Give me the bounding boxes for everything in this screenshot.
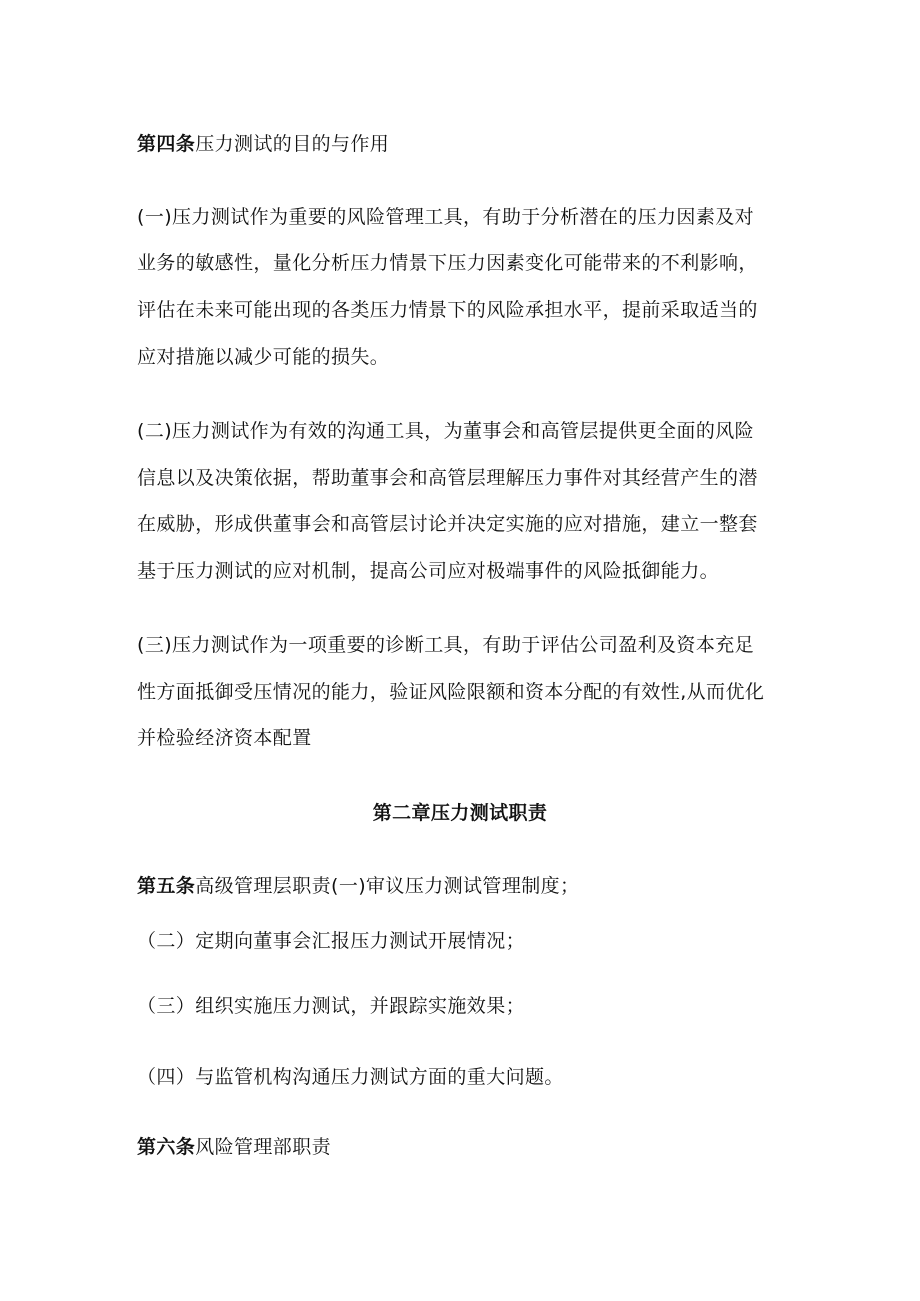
article4-para3-line2: 性方面抵御受压情况的能力，验证风险限额和资本分配的有效性,从而优化 [137,681,765,703]
article4-label: 第四条 [137,133,196,155]
article4-heading [137,132,389,156]
article5-item-3: （三）组织实施压力测试，并跟踪实施效果； [137,995,526,1017]
article4-para3-line3: 并检验经济资本配置 [137,727,312,749]
chapter2-title: 第二章压力测试职责 [372,802,548,824]
article5-item-2: （二）定期向董事会汇报压力测试开展情况； [137,930,526,952]
article6-heading [137,1135,331,1159]
article6-label: 第六条 [137,1136,196,1158]
article4-para3-line1: (三)压力测试作为一项重要的诊断工具，有助于评估公司盈利及资本充足 [137,634,755,656]
article4-para1-line1: (一)压力测试作为重要的风险管理工具，有助于分析潜在的压力因素及对 [137,206,755,228]
article5-item-4: （四）与监管机构沟通压力测试方面的重大问题。 [137,1066,564,1088]
article4-para1-line3: 评估在未来可能出现的各类压力情景下的风险承担水平，提前采取适当的 [137,299,758,321]
article4-para2-line4: 基于压力测试的应对机制，提高公司应对极端事件的风险抵御能力。 [137,560,720,582]
article5-heading [137,874,579,898]
article4-para2-line1: (二)压力测试作为有效的沟通工具，为董事会和高管层提供更全面的风险 [137,420,755,442]
article4-para2-line2: 信息以及决策依据，帮助董事会和高管层理解压力事件对其经营产生的潜 [137,467,758,489]
article4-para1-line4: 应对措施以减少可能的损失。 [137,346,390,368]
article5-label: 第五条 [137,875,196,897]
article6-title: 风险管理部职责 [195,1136,332,1158]
article4-para2-line3: 在威胁，形成供董事会和高管层讨论并决定实施的应对措施，建立一整套 [137,513,758,535]
article4-para1-line2: 业务的敏感性，量化分析压力情景下压力因素变化可能带来的不利影响， [137,252,758,274]
article5-title: 高级管理层职责(一)审议压力测试管理制度； [195,875,580,897]
article4-title: 压力测试的目的与作用 [195,133,390,155]
